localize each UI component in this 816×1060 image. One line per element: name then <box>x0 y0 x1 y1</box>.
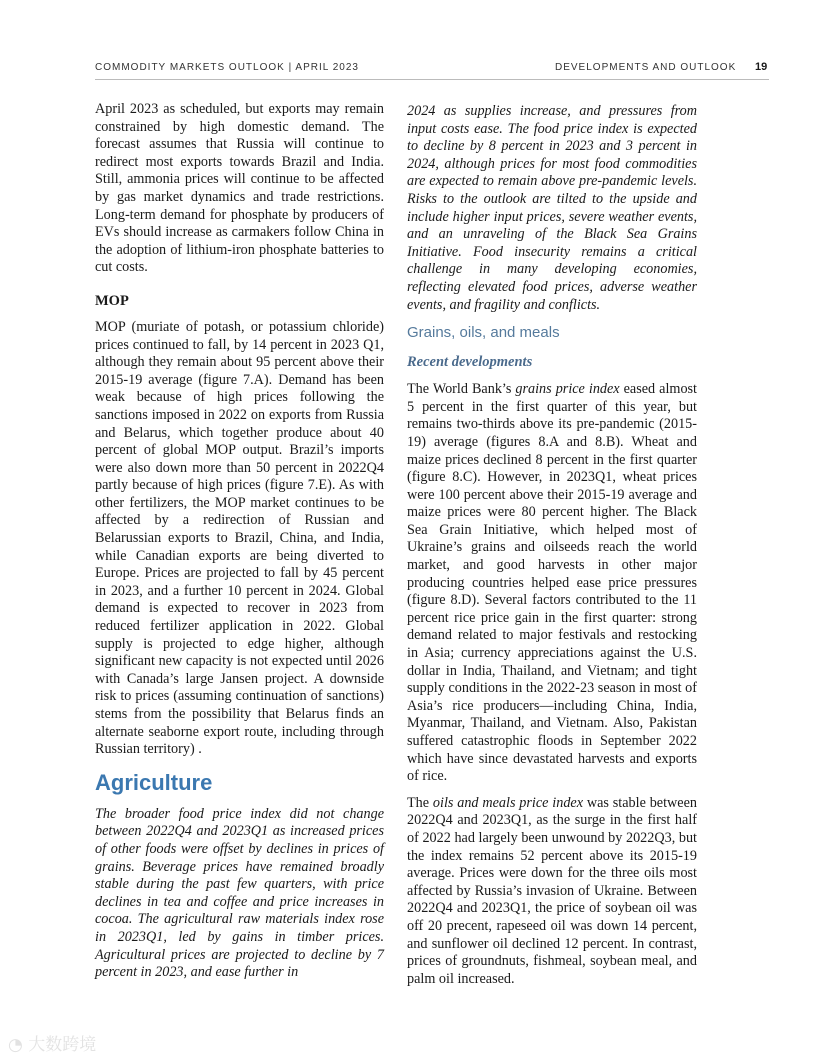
heading-mop: MOP <box>95 292 129 309</box>
paragraph-grains <box>407 381 697 786</box>
agriculture-summary: The broader food price index did not change between 2022Q4 and 2023Q1 as increased prices of other foods were offset by declines in prices of grains. Beverage prices have remained broadly stable during the past few quarters, with price declines in tea and coffee and price increases in cocoa. The agricultural raw materials index rose in 2023Q1, led by gains in timber prices. Agricultural prices are projected to decline by 7 percent in 2023, and ease further in <box>95 805 384 981</box>
emphasis: grains price index <box>515 381 620 398</box>
watermark-text: 大数跨境 <box>28 1035 97 1055</box>
running-header-title: COMMODITY MARKETS OUTLOOK | APRIL 2023 <box>95 62 359 73</box>
paragraph-mop: MOP (muriate of potash, or potassium chloride) prices continued to fall, by 14 percent in 2023 Q1, although they remain about 95 percent above their 2015-19 average (figure 7.A). Demand has been weak because of high prices following the sanctions imposed in 2022 on exports from Russia and Belarus, which together produce about 40 percent of global MOP output. Brazil’s imports were also down more than 50 percent in 2022Q4 partly because of high prices (figure 7.E). As with other fertilizers, the MOP market continues to be affected by a redirection of Russian and Belarussian exports to Brazil, China, and India, while Canadian exports are being diverted to Europe. Prices are projected to fall by 45 percent in 2023, and a further 10 percent in 2024. Global demand is expected to recover in 2023 from reduced fertilizer application in 2022. Global supply is projected to edge higher, although significant new capacity is not expected until 2026 with Canada’s large Jansen project. A downside risk to prices (assuming continuation of sanctions) stems from the possibility that Belarus finds an alternate seaborne export route, including through Russian territory) . <box>95 318 384 758</box>
heading-grains-oils-meals: Grains, oils, and meals <box>407 324 560 342</box>
running-header-section: DEVELOPMENTS AND OUTLOOK <box>555 62 737 73</box>
emphasis: oils and meals price index <box>432 794 584 811</box>
paragraph-phosphate: April 2023 as scheduled, but exports may remain constrained by high domestic demand. The forecast assumes that Russia will continue to redirect most exports towards Brazil and India. Still, ammonia prices will continue to be affected by gas market dynamics and trade restrictions. Long-term demand for phosphate by producers of EVs should increase as carmakers follow China in the adoption of lithium-iron phosphate batteries to cut costs. <box>95 101 384 276</box>
page-number: 19 <box>755 61 768 73</box>
watermark-logo: ◔ 大数跨境 <box>8 1035 97 1055</box>
agriculture-summary-continued: 2024 as supplies increase, and pressures from input costs ease. The food price index is expected to decline by 8 percent in 2023 and 3 percent in 2024, although prices for most food commodities are expected to remain above pre-pandemic levels. Risks to the outlook are tilted to the upside and include higher input prices, severe weather events, and an unraveling of the Black Sea Grains Initiative. Food insecurity remains a critical challenge in many developing economies, reflecting elevated food prices, adverse weather events, and fragility and conflicts. <box>407 103 697 313</box>
text: eased almost 5 percent in the first quarter of this year, but remains two-thirds above its pre-pandemic (2015-19) average (figures 8.A and 8.B). Wheat and maize prices declined 8 percent in the first quarter (figure 8.C). However, in 2023Q1, wheat prices were 100 percent above their 2015-19 average and maize prices were 80 percent higher. The Black Sea Grain Initiative, which helped most of Ukraine’s grains and oilseeds reach the world market, and good harvests in other major producing countries helped ease price pressures (figure 8.D). Several factors contributed to the 11 percent rice price gain in the first quarter: strong demand related to major festivals and restocking in Asia; currency appreciations against the U.S. dollar in India, Thailand, and Vietnam; and tight supply conditions in the 2022-23 season in most of Asia’s rice producers—including China, India, Myanmar, Thailand, and Vietnam. Also, Pakistan suffered catastrophic floods in September 2022 which have since devastated harvests and exports of rice. <box>407 381 698 785</box>
text: was stable between 2022Q4 and 2023Q1, as the surge in the first half of 2022 had largely been unwound by 2022Q3, but the index remains 52 percent above its 2015-19 average. Prices were down for the three oils most affected by Russia’s invasion of Ukraine. Between 2022Q4 and 2023Q1, the price of soybean oil was off 20 precent, rapeseed oil was down 14 percent, and sunflower oil declined 12 percent. In contrast, prices of groundnuts, fishmeal, soybean meal, and palm oil increased. <box>407 794 697 987</box>
text: The <box>407 794 433 811</box>
left-column <box>95 101 384 982</box>
paragraph-oils-meals <box>407 795 697 989</box>
heading-recent-developments: Recent developments <box>407 354 533 371</box>
header-divider <box>95 79 769 80</box>
heading-agriculture: Agriculture <box>95 769 213 795</box>
right-column <box>407 103 697 988</box>
text: The World Bank’s <box>407 381 516 398</box>
